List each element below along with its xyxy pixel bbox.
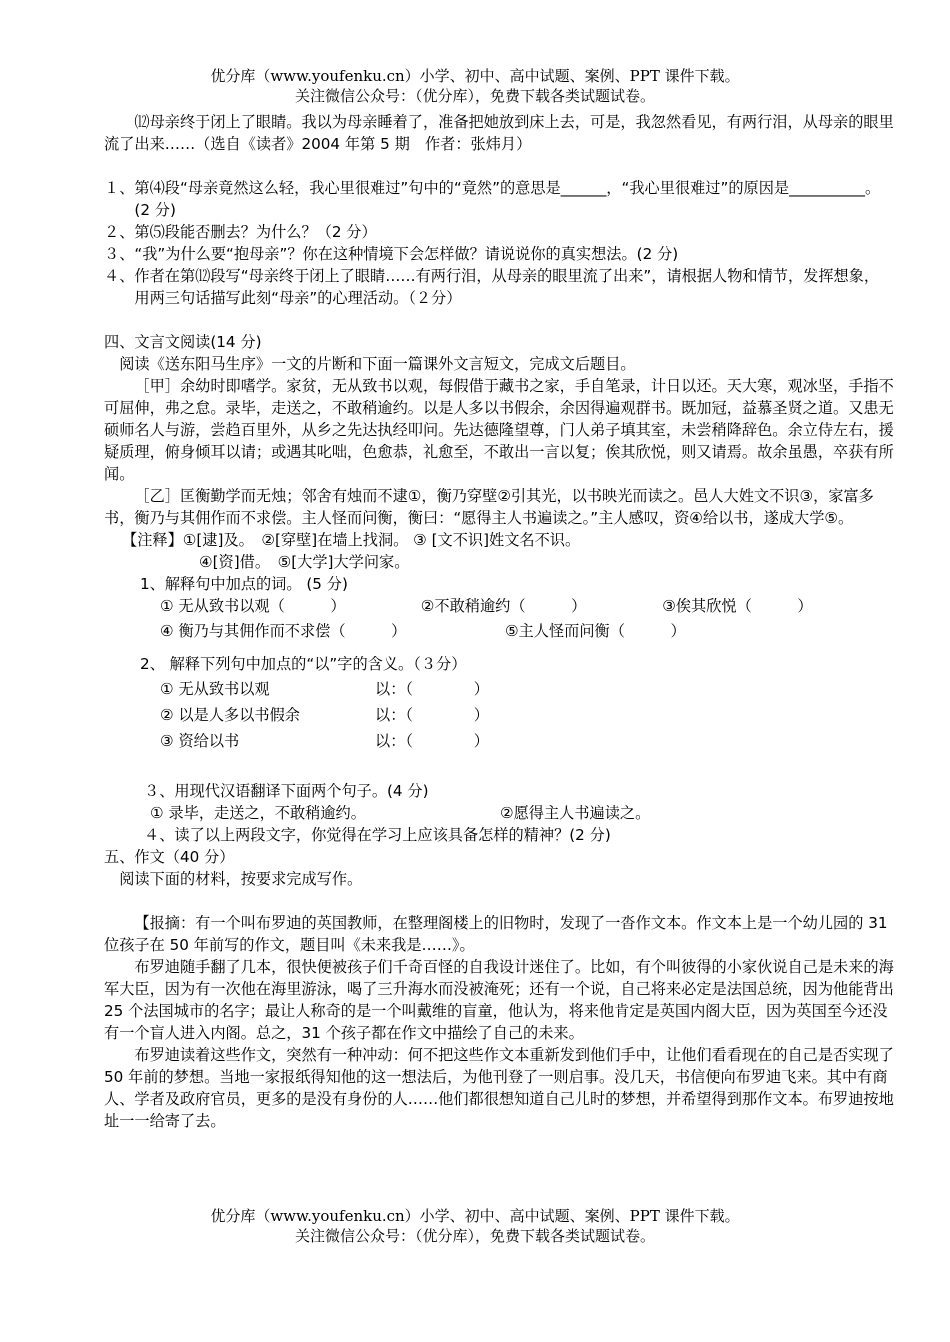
footer-line-1: 优分库（www.youfenku.cn）小学、初中、高中试题、案例、PPT 课件下载。	[210, 1207, 740, 1225]
q4-2-answer-2: 以：（ ）	[375, 706, 489, 724]
q4-2-sentence-1: ① 无从致书以观	[160, 680, 270, 698]
q4-2-title: 2、 解释下列句中加点的“以”字的含义。（３分）	[140, 655, 467, 673]
q4-1-item-2: ②不敢稍逾约（ ）	[420, 597, 587, 615]
q4-2-item-1	[160, 678, 894, 700]
q4-3-sentence-b: ②愿得主人书遍读之。	[500, 804, 651, 822]
q4-2-answer-1: 以：（ ）	[375, 680, 489, 698]
q4-3-sentence-a: ① 录毕，走送之，不敢稍逾约。	[150, 804, 366, 822]
header-line-2: 关注微信公众号：（优分库），免费下载各类试题试卷。	[294, 87, 655, 105]
q4-2-item-2	[160, 704, 894, 726]
q4-1-item-4: ④ 衡乃与其佣作而不求偿（ ）	[160, 622, 407, 640]
q4-2-answer-3: 以：（ ）	[375, 732, 489, 750]
passage-jia: ［甲］余幼时即嗜学。家贫，无从致书以观，每假借于藏书之家，手自笔录，计日以还。天大寒，观冰坚，手指不可屈伸，弗之怠。录毕，走送之，不敢稍逾约。以是人多以书假余，余因得遍观群书。既加冠，益慕圣贤之道。又患无硕师名人与游，尝趋百里外，从乡之先达执经叩问。先达德隆望尊，门人弟子填其室，未尝稍降辞色。余立侍左右，援疑质理，俯身倾耳以请；或遇其叱咄，色愈恭，礼愈至，不敢出一言以复；俟其欣悦，则又请焉。故余虽愚，卒获有所闻。	[104, 377, 894, 483]
q4-1-row-1	[104, 595, 894, 617]
q4-1-item-5: ⑤主人怪而问衡（ ）	[505, 622, 686, 640]
essay-material-p1: 【报摘：有一个叫布罗迪的英国教师，在整理阁楼上的旧物时，发现了一沓作文本。作文本上是一个幼儿园的 31 位孩子在 50 年前写的作文，题目叫《未来我是……》。	[104, 914, 888, 954]
question3-1: １、第⑷段“母亲竟然这么轻，我心里很难过”句中的“竟然”的意思是______，“我心里很难过”的原因是__________。(2 分)	[104, 179, 881, 219]
q4-3-row	[104, 802, 894, 824]
section5-intro: 阅读下面的材料，按要求完成写作。	[119, 870, 363, 888]
q4-2-sentence-3: ③ 资给以书	[160, 732, 240, 750]
section5-title: 五、作文（40 分）	[104, 848, 235, 866]
section4-intro: 阅读《送东阳马生序》一文的片断和下面一篇课外文言短文，完成文后题目。	[119, 355, 636, 373]
annotation-line-2: ④[资]借。 ⑤[大学]大学问家。	[199, 553, 410, 571]
essay-material-p3: 布罗迪读着这些作文，突然有一种冲动：何不把这些作文本重新发到他们手中，让他们看看现在的自己是否实现了 50 年前的梦想。当地一家报纸得知他的这一想法后，为他刊登了一则启事。没几天，书信便向布罗迪飞来。其中有商人、学者及政府官员，更多的是没有身份的人……他们都很想知道自己儿时的梦想，并希望得到那作文本。布罗迪按地址一一给寄了去。	[104, 1046, 894, 1130]
q4-2-sentence-2: ② 以是人多以书假余	[160, 706, 300, 724]
q4-1-item-3: ③俟其欣悦（ ）	[662, 597, 813, 615]
section4-title: 四、文言文阅读(14 分)	[104, 333, 262, 351]
q4-3-title: ３、用现代汉语翻译下面两个句子。(4 分)	[144, 782, 429, 800]
essay-material-p2: 布罗迪随手翻了几本，很快便被孩子们千奇百怪的自我设计迷住了。比如，有个叫彼得的小家伙说自己是未来的海军大臣，因为有一次他在海里游泳，喝了三升海水而没被淹死；还有一个说，自己将来必定是法国总统，因为他能背出 25 个法国城市的名字；最让人称奇的是一个叫戴维的盲童，他认为，将来他肯定是英国内阁大臣，因为英国至今还没有一个盲人进入内阁。总之，31 个孩子都在作文中描绘了自己的未来。	[104, 958, 894, 1042]
q4-4: ４、读了以上两段文字，你觉得在学习上应该具备怎样的精神？(2 分)	[144, 826, 611, 844]
footer-line-2: 关注微信公众号：（优分库），免费下载各类试题试卷。	[294, 1227, 655, 1245]
document-body	[104, 111, 894, 1132]
q4-1-title: 1、解释句中加点的词。 (5 分)	[140, 575, 348, 593]
question3-2: ２、第⑸段能否删去？为什么？（2 分）	[104, 223, 377, 241]
story-paragraph-12: ⑿母亲终于闭上了眼睛。我以为母亲睡着了，准备把她放到床上去，可是，我忽然看见，有两行泪，从母亲的眼里流了出来……（选自《读者》2004 年第 5 期 作者：张炜月）	[104, 113, 894, 153]
q4-1-row-2	[104, 620, 894, 642]
q4-2-item-3	[160, 730, 894, 752]
question3-4: ４、作者在第⑿段写“母亲终于闭上了眼睛……有两行泪，从母亲的眼里流了出来”，请根据人物和情节，发挥想象，用两三句话描写此刻“母亲”的心理活动。（２分）	[104, 267, 880, 307]
page-header	[0, 66, 950, 106]
header-line-1: 优分库（www.youfenku.cn）小学、初中、高中试题、案例、PPT 课件下载。	[210, 67, 740, 85]
q4-1-item-1: ① 无从致书以观（ ）	[160, 597, 346, 615]
page-footer	[0, 1206, 950, 1246]
question3-3: ３、“我”为什么要“抱母亲”？你在这种情境下会怎样做？请说说你的真实想法。(2 分)	[104, 245, 679, 263]
annotation-line-1: 【注释】①[逮]及。 ②[穿壁]在墙上找洞。 ③ [文不识]姓文名不识。	[122, 531, 581, 549]
passage-yi: ［乙］匡衡勤学而无烛；邻舍有烛而不逮①，衡乃穿壁②引其光，以书映光而读之。邑人大姓文不识③，家富多书，衡乃与其佣作而不求偿。主人怪而问衡，衡曰：“愿得主人书遍读之。”主人感叹，资④给以书，遂成大学⑤。	[104, 487, 874, 527]
q4-2-list	[104, 678, 894, 752]
